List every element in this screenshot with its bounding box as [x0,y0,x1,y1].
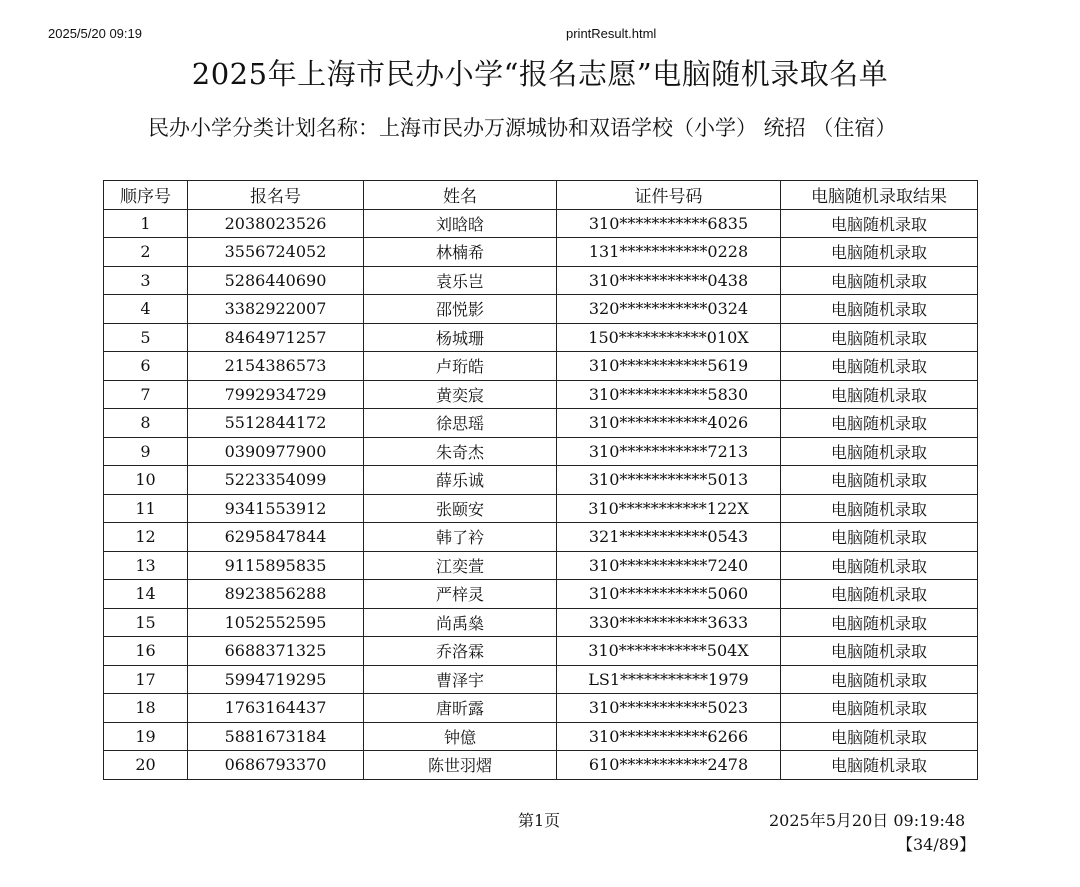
table-row [104,409,978,438]
cell-reg-no: 2038023526 [188,209,364,238]
cell-reg-no: 5286440690 [188,266,364,295]
cell-result: 电脑随机录取 [781,751,978,780]
cell-result: 电脑随机录取 [781,238,978,267]
cell-name: 唐昕露 [364,694,557,723]
cell-seq: 13 [104,551,188,580]
cell-id-no: 310***********7240 [557,551,781,580]
table-row [104,694,978,723]
cell-id-no: 310***********504X [557,637,781,666]
cell-reg-no: 8464971257 [188,323,364,352]
cell-name: 江奕萱 [364,551,557,580]
cell-name: 乔洛霖 [364,637,557,666]
page-number: 第1页 [518,811,561,830]
table-row [104,637,978,666]
table-header-row [104,181,978,210]
cell-name: 杨城珊 [364,323,557,352]
table-row [104,266,978,295]
cell-reg-no: 8923856288 [188,580,364,609]
column-header-name: 姓名 [364,181,557,210]
cell-id-no: 310***********6835 [557,209,781,238]
cell-name: 卢珩皓 [364,352,557,381]
table-row [104,722,978,751]
cell-seq: 11 [104,494,188,523]
cell-name: 严梓灵 [364,580,557,609]
cell-result: 电脑随机录取 [781,608,978,637]
cell-reg-no: 7992934729 [188,380,364,409]
cell-id-no: 610***********2478 [557,751,781,780]
cell-result: 电脑随机录取 [781,466,978,495]
cell-result: 电脑随机录取 [781,637,978,666]
cell-id-no: 150***********010X [557,323,781,352]
cell-id-no: 131***********0228 [557,238,781,267]
cell-reg-no: 3382922007 [188,295,364,324]
cell-reg-no: 1763164437 [188,694,364,723]
cell-reg-no: 0686793370 [188,751,364,780]
column-header-seq: 顺序号 [104,181,188,210]
cell-seq: 1 [104,209,188,238]
cell-id-no: 310***********0438 [557,266,781,295]
cell-result: 电脑随机录取 [781,494,978,523]
table-row [104,209,978,238]
cell-seq: 7 [104,380,188,409]
cell-seq: 16 [104,637,188,666]
cell-id-no: 310***********122X [557,494,781,523]
cell-seq: 2 [104,238,188,267]
admission-table [103,180,978,780]
footer-timestamp: 2025年5月20日 09:19:48 [769,811,966,830]
cell-seq: 3 [104,266,188,295]
cell-name: 张颐安 [364,494,557,523]
cell-reg-no: 6295847844 [188,523,364,552]
cell-seq: 6 [104,352,188,381]
cell-id-no: 310***********6266 [557,722,781,751]
cell-name: 韩了衿 [364,523,557,552]
column-header-result: 电脑随机录取结果 [781,181,978,210]
table-row [104,295,978,324]
cell-reg-no: 9341553912 [188,494,364,523]
table-row [104,323,978,352]
cell-reg-no: 5994719295 [188,665,364,694]
cell-id-no: 330***********3633 [557,608,781,637]
cell-name: 朱奇杰 [364,437,557,466]
cell-result: 电脑随机录取 [781,523,978,552]
table-row [104,608,978,637]
cell-id-no: 310***********7213 [557,437,781,466]
cell-id-no: 310***********4026 [557,409,781,438]
cell-name: 邵悦影 [364,295,557,324]
document-title: 2025年上海市民办小学“报名志愿”电脑随机录取名单 [191,57,889,91]
table-row [104,751,978,780]
print-filename: printResult.html [566,26,657,41]
table-row [104,352,978,381]
cell-seq: 18 [104,694,188,723]
cell-id-no: 310***********5060 [557,580,781,609]
cell-result: 电脑随机录取 [781,209,978,238]
table-row [104,523,978,552]
cell-id-no: 310***********5619 [557,352,781,381]
cell-name: 徐思瑶 [364,409,557,438]
cell-reg-no: 1052552595 [188,608,364,637]
table-row [104,238,978,267]
cell-reg-no: 0390977900 [188,437,364,466]
page-index: 【34/89】 [897,835,976,854]
cell-reg-no: 2154386573 [188,352,364,381]
table-row [104,466,978,495]
cell-result: 电脑随机录取 [781,722,978,751]
cell-id-no: 310***********5023 [557,694,781,723]
cell-result: 电脑随机录取 [781,380,978,409]
cell-reg-no: 5881673184 [188,722,364,751]
cell-result: 电脑随机录取 [781,437,978,466]
cell-seq: 17 [104,665,188,694]
table-row [104,494,978,523]
cell-name: 尚禹燊 [364,608,557,637]
cell-name: 钟億 [364,722,557,751]
table-row [104,437,978,466]
cell-name: 陈世羽熠 [364,751,557,780]
cell-name: 曹泽宇 [364,665,557,694]
cell-result: 电脑随机录取 [781,551,978,580]
cell-result: 电脑随机录取 [781,323,978,352]
cell-reg-no: 3556724052 [188,238,364,267]
cell-seq: 20 [104,751,188,780]
cell-name: 刘晗晗 [364,209,557,238]
cell-name: 林楠希 [364,238,557,267]
cell-result: 电脑随机录取 [781,665,978,694]
cell-name: 黄奕宸 [364,380,557,409]
column-header-reg-no: 报名号 [188,181,364,210]
cell-id-no: 320***********0324 [557,295,781,324]
cell-id-no: 310***********5013 [557,466,781,495]
cell-name: 薛乐诚 [364,466,557,495]
cell-reg-no: 6688371325 [188,637,364,666]
cell-result: 电脑随机录取 [781,409,978,438]
cell-seq: 14 [104,580,188,609]
table-row [104,380,978,409]
cell-seq: 5 [104,323,188,352]
cell-reg-no: 5223354099 [188,466,364,495]
cell-name: 袁乐岂 [364,266,557,295]
cell-seq: 10 [104,466,188,495]
cell-id-no: LS1***********1979 [557,665,781,694]
cell-seq: 4 [104,295,188,324]
cell-reg-no: 9115895835 [188,551,364,580]
cell-result: 电脑随机录取 [781,352,978,381]
column-header-id-no: 证件号码 [557,181,781,210]
cell-id-no: 321***********0543 [557,523,781,552]
print-header [0,26,1080,46]
cell-result: 电脑随机录取 [781,266,978,295]
cell-seq: 12 [104,523,188,552]
cell-seq: 9 [104,437,188,466]
cell-seq: 19 [104,722,188,751]
cell-result: 电脑随机录取 [781,295,978,324]
table-row [104,551,978,580]
cell-reg-no: 5512844172 [188,409,364,438]
print-date: 2025/5/20 09:19 [48,26,142,41]
cell-result: 电脑随机录取 [781,694,978,723]
table-body [104,209,978,779]
cell-id-no: 310***********5830 [557,380,781,409]
plan-name: 民办小学分类计划名称：上海市民办万源城协和双语学校（小学） 统招 （住宿） [148,116,897,140]
cell-seq: 15 [104,608,188,637]
table-row [104,580,978,609]
table-row [104,665,978,694]
cell-seq: 8 [104,409,188,438]
cell-result: 电脑随机录取 [781,580,978,609]
